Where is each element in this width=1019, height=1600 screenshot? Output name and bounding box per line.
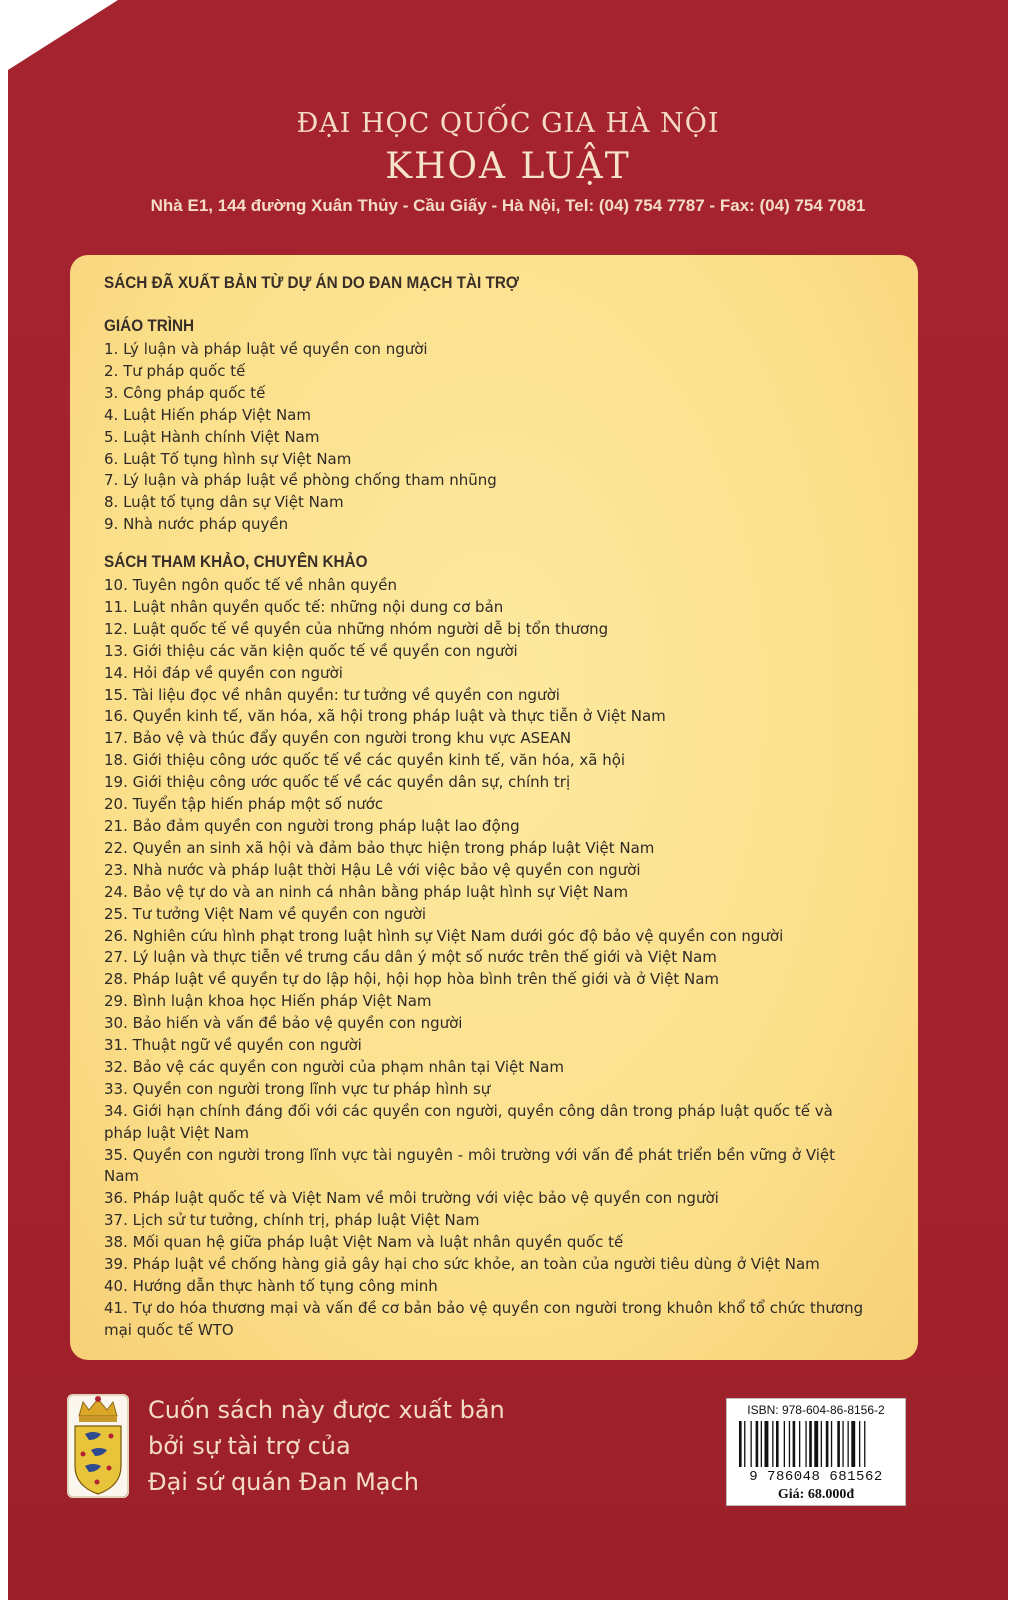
book-list-item: 5. Luật Hành chính Việt Nam bbox=[104, 427, 320, 446]
published-books-panel bbox=[70, 255, 918, 1360]
book-list-item: 33. Quyền con người trong lĩnh vực tư pháp hình sự bbox=[104, 1079, 491, 1098]
book-list-item: 10. Tuyên ngôn quốc tế về nhân quyền bbox=[104, 576, 397, 594]
book-list-item: 30. Bảo hiến và vấn đề bảo vệ quyền con người bbox=[104, 1014, 463, 1033]
barcode-bar bbox=[848, 1421, 849, 1467]
faculty-name: KHOA LUẬT bbox=[385, 146, 631, 187]
book-list-item: 36. Pháp luật quốc tế và Việt Nam về môi trường với việc bảo vệ quyền con người bbox=[104, 1189, 719, 1208]
barcode-bar bbox=[739, 1421, 742, 1467]
barcode-icon bbox=[727, 1399, 905, 1469]
book-list-item: 21. Bảo đảm quyền con người trong pháp luật lao động bbox=[104, 816, 520, 835]
book-list-item: 8. Luật tố tụng dân sự Việt Nam bbox=[104, 493, 344, 512]
sponsor-statement bbox=[148, 1392, 505, 1500]
barcode-bar bbox=[809, 1421, 812, 1467]
barcode-bar bbox=[851, 1421, 855, 1467]
book-list-item: 11. Luật nhân quyền quốc tế: những nội dung cơ bản bbox=[104, 597, 504, 616]
isbn-barcode-label bbox=[726, 1398, 906, 1506]
faculty-address: Nhà E1, 144 đường Xuân Thủy - Cầu Giấy - Hà Nội, Tel: (04) 754 7787 - Fax: (04) 754 7081 bbox=[150, 196, 866, 215]
barcode-bar bbox=[799, 1421, 800, 1467]
book-list-item: 23. Nhà nước và pháp luật thời Hậu Lê với việc bảo vệ quyền con người bbox=[104, 860, 641, 879]
book-list-item: 12. Luật quốc tế về quyền của những nhóm người dễ bị tổn thương bbox=[104, 619, 609, 638]
book-list-item: 6. Luật Tố tụng hình sự Việt Nam bbox=[104, 449, 352, 468]
barcode-bar bbox=[751, 1421, 752, 1467]
barcode-bar bbox=[821, 1421, 822, 1467]
isbn-number: ISBN: 978-604-86-8156-2 bbox=[747, 1403, 885, 1417]
book-list-item: 28. Pháp luật về quyền tự do lập hội, hội họp hòa bình trên thế giới và ở Việt Nam bbox=[104, 970, 720, 989]
textbooks-section-title: GIÁO TRÌNH bbox=[104, 316, 195, 335]
book-list-item: 41. Tự do hóa thương mại và vấn đề cơ bản bảo vệ quyền con người trong khuôn khổ tổ chức thương mại quốc tế WTO bbox=[104, 1298, 864, 1339]
book-list-item: 2. Tư pháp quốc tế bbox=[104, 361, 246, 380]
sponsor-line: Đại sứ quán Đan Mạch bbox=[148, 1468, 419, 1496]
barcode-digits: 9 786048 681562 bbox=[749, 1469, 883, 1485]
book-list-item: 17. Bảo vệ và thúc đẩy quyền con người trong khu vực ASEAN bbox=[104, 729, 572, 748]
sponsor-line: Cuốn sách này được xuất bản bbox=[148, 1396, 505, 1424]
textbooks-list bbox=[104, 339, 874, 536]
barcode-bar bbox=[837, 1421, 840, 1467]
book-list-item: 40. Hướng dẫn thực hành tố tụng công minh bbox=[104, 1277, 438, 1295]
book-list-item: 35. Quyền con người trong lĩnh vực tài nguyên - môi trường với vấn đề phát triển bền vững ở Việt Nam bbox=[104, 1145, 836, 1186]
references-section-title: SÁCH THAM KHẢO, CHUYÊN KHẢO bbox=[104, 552, 368, 571]
book-list-item: 25. Tư tưởng Việt Nam về quyền con người bbox=[104, 904, 427, 923]
book-list-item: 3. Công pháp quốc tế bbox=[104, 383, 266, 402]
book-list-item: 34. Giới hạn chính đáng đối với các quyền con người, quyền công dân trong pháp luật quốc tế và pháp luật Việt Nam bbox=[104, 1101, 833, 1142]
book-list-item: 38. Mối quan hệ giữa pháp luật Việt Nam và luật nhân quyền quốc tế bbox=[104, 1233, 624, 1252]
book-list-item: 20. Tuyển tập hiến pháp một số nước bbox=[104, 795, 384, 814]
barcode-bar bbox=[859, 1421, 860, 1467]
book-list-item: 13. Giới thiệu các văn kiện quốc tế về quyền con người bbox=[104, 641, 518, 660]
book-list-item: 26. Nghiên cứu hình phạt trong luật hình sự Việt Nam dưới góc độ bảo vệ quyền con người bbox=[104, 926, 784, 945]
book-list-item: 15. Tài liệu đọc về nhân quyền: tư tưởng về quyền con người bbox=[104, 685, 560, 704]
barcode-bar bbox=[864, 1421, 865, 1467]
barcode-bar bbox=[784, 1421, 785, 1467]
barcode-bar bbox=[789, 1421, 790, 1467]
barcode-bar bbox=[756, 1421, 759, 1467]
page-corner-fold bbox=[8, 0, 118, 70]
book-list-item: 7. Lý luận và pháp luật về phòng chống tham nhũng bbox=[104, 471, 497, 490]
book-list-item: 9. Nhà nước pháp quyền bbox=[104, 515, 289, 534]
book-list-item: 32. Bảo vệ các quyền con người của phạm nhân tại Việt Nam bbox=[104, 1057, 564, 1076]
panel-heading: SÁCH ĐÃ XUẤT BẢN TỪ DỰ ÁN DO ĐAN MẠCH TÀI TRỢ bbox=[104, 273, 519, 292]
barcode-bar bbox=[805, 1421, 806, 1467]
barcode-bar bbox=[772, 1421, 773, 1467]
barcode-bar bbox=[761, 1421, 762, 1467]
barcode-bar bbox=[744, 1421, 745, 1467]
book-list-item: 19. Giới thiệu công ước quốc tế về các quyền dân sự, chính trị bbox=[104, 773, 571, 792]
book-back-cover bbox=[8, 0, 1008, 1600]
book-list-item: 39. Pháp luật về chống hàng giả gây hại cho sức khỏe, an toàn của người tiêu dùng ở Việt Nam bbox=[104, 1255, 820, 1274]
barcode-bar bbox=[826, 1421, 829, 1467]
price-label: Giá: 68.000đ bbox=[777, 1487, 855, 1502]
barcode-bar bbox=[776, 1421, 779, 1467]
danish-royal-coat-of-arms-icon bbox=[67, 1394, 129, 1498]
book-list-item: 29. Bình luận khoa học Hiến pháp Việt Nam bbox=[104, 992, 432, 1011]
book-list-item: 18. Giới thiệu công ước quốc tế về các quyền kinh tế, văn hóa, xã hội bbox=[104, 751, 626, 770]
book-list-item: 24. Bảo vệ tự do và an ninh cá nhân bằng pháp luật hình sự Việt Nam bbox=[104, 882, 629, 901]
barcode-bar bbox=[842, 1421, 843, 1467]
references-list bbox=[104, 575, 874, 1342]
university-name: ĐẠI HỌC QUỐC GIA HÀ NỘI bbox=[296, 108, 720, 139]
book-list-item: 14. Hỏi đáp về quyền con người bbox=[104, 663, 343, 682]
book-list-item: 22. Quyền an sinh xã hội và đảm bảo thực hiện trong pháp luật Việt Nam bbox=[104, 838, 655, 857]
barcode-bar bbox=[831, 1421, 832, 1467]
book-list-item: 16. Quyền kinh tế, văn hóa, xã hội trong pháp luật và thực tiễn ở Việt Nam bbox=[104, 707, 666, 726]
barcode-bar bbox=[793, 1421, 796, 1467]
book-list-item: 31. Thuật ngữ về quyền con người bbox=[104, 1036, 362, 1055]
barcode-bar bbox=[765, 1421, 769, 1467]
book-list-item: 27. Lý luận và thực tiễn về trưng cầu dân ý một số nước trên thế giới và Việt Nam bbox=[104, 948, 717, 967]
book-list-item: 1. Lý luận và pháp luật về quyền con người bbox=[104, 340, 428, 358]
book-list-item: 37. Lịch sử tư tưởng, chính trị, pháp luật Việt Nam bbox=[104, 1211, 480, 1230]
book-list-item: 4. Luật Hiến pháp Việt Nam bbox=[104, 405, 311, 424]
barcode-bar bbox=[814, 1421, 818, 1467]
sponsor-line: bởi sự tài trợ của bbox=[148, 1432, 351, 1460]
